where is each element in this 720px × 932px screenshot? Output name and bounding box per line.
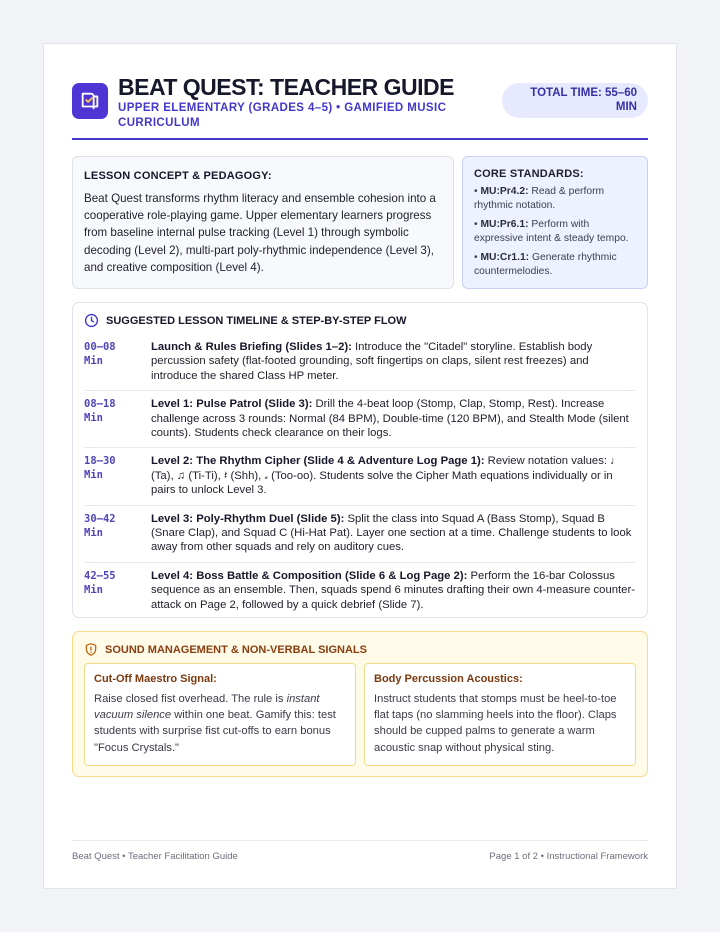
step-time: 18–30 Min (84, 455, 116, 482)
standard-code: MU:Pr6.1: (480, 219, 529, 230)
lesson-concept-heading: LESSON CONCEPT & PEDAGOGY: (84, 170, 272, 182)
timeline-header (84, 313, 636, 328)
lesson-concept-body: Beat Quest transforms rhythm literacy and ensemble cohesion into a cooperative role-playing game. Upper elementary learners progress from baseline internal pulse tracking (Level 1) through symbolic decoding (Level 2), multi-part poly-rhythmic independence (Level 3), and creative composition (Level 4). (84, 192, 436, 274)
shield-alert-icon (84, 642, 98, 657)
page-title: BEAT QUEST: TEACHER GUIDE (118, 74, 454, 100)
standard-code: MU:Pr4.2: (480, 186, 529, 197)
sound-management-header (84, 642, 636, 657)
step-text: Review notation values: ♩ (Ta), ♫ (Ti-Ti), 𝄽 (Shh), 𝅗 (Too-oo). Students solve the Cipher Math equations individually or in pairs to unlock Level 3. (151, 455, 622, 497)
overview-row (72, 156, 648, 289)
step-time: 42–55 Min (84, 569, 116, 596)
standard-item: • MU:Pr4.2: Read & perform rhythmic notation. (474, 186, 605, 211)
standard-text: Read & perform rhythmic notation. (474, 186, 605, 211)
timeline-step (84, 334, 636, 391)
lesson-timeline-panel (72, 302, 648, 618)
acoustics-card (364, 663, 636, 766)
standard-item: • MU:Pr6.1: Perform with expressive intent & steady tempo. (474, 219, 629, 244)
total-time-badge (502, 83, 648, 118)
step-title: Level 2: The Rhythm Cipher (Slide 4 & Adventure Log Page 1): (151, 455, 485, 468)
step-title: Level 1: Pulse Patrol (Slide 3): (151, 398, 313, 411)
step-text: Drill the 4-beat loop (Stomp, Clap, Stomp, Rest). Increase challenge across 3 rounds: Normal (84 BPM), Double-time (120 BPM), and Stealth Mode (silent counts). Students check clearance on their logs. (151, 398, 629, 440)
timeline-steps (84, 334, 636, 619)
step-text: Introduce the "Citadel" storyline. Establish body percussion safety (flat-footed grounding, soft fingertips on claps, silent rest freezes) and introduce the shared Class HP meter. (151, 341, 593, 382)
step-time: 08–18 Min (84, 398, 116, 425)
step-description (151, 340, 636, 383)
core-standards-heading: CORE STANDARDS: (474, 168, 584, 180)
timeline-heading: SUGGESTED LESSON TIMELINE & STEP-BY-STEP FLOW (106, 314, 407, 327)
standard-item: • MU:Cr1.1: Generate rhythmic countermelodies. (474, 252, 617, 277)
cutoff-signal-body: Raise closed fist overhead. The rule is instant vacuum silence within one beat. Gamify this: test students with surprise fist cut-offs to earn bonus "Focus Crystals." (94, 693, 336, 754)
footer-left: Beat Quest • Teacher Facilitation Guide (72, 851, 238, 862)
step-description (151, 512, 636, 555)
step-time: 30–42 Min (84, 512, 116, 539)
clock-icon (84, 313, 99, 328)
standard-code: MU:Cr1.1: (480, 252, 530, 263)
footer-right: Page 1 of 2 • Instructional Framework (489, 851, 648, 862)
page-header (72, 74, 648, 140)
page-content (72, 74, 648, 754)
signal-cards (84, 663, 636, 766)
total-time-line2: MIN (615, 101, 637, 113)
acoustics-title: Body Percussion Acoustics: (374, 673, 523, 685)
step-description (151, 454, 636, 497)
timeline-step (84, 448, 636, 505)
document-page (43, 43, 677, 889)
step-text: Perform the 16-bar Colossus sequence as an ensemble. Then, squads spend 6 minutes drafting their own 4-measure counter-attack on Page 2, followed by a quick debrief (Slide 7). (151, 569, 635, 611)
standard-text: Perform with expressive intent & steady tempo. (474, 219, 629, 244)
step-title: Level 4: Boss Battle & Composition (Slide 6 & Log Page 2): (151, 569, 468, 582)
book-check-icon (72, 83, 108, 119)
total-time-line1: TOTAL TIME: 55–60 (530, 87, 637, 99)
page-footer (72, 840, 648, 860)
step-description (151, 569, 636, 612)
sound-management-heading: SOUND MANAGEMENT & NON-VERBAL SIGNALS (105, 643, 367, 656)
step-description (151, 397, 636, 440)
timeline-step (84, 391, 636, 448)
step-time: 00–08 Min (84, 341, 116, 367)
step-title: Level 3: Poly-Rhythm Duel (Slide 5): (151, 512, 345, 525)
step-text: Split the class into Squad A (Bass Stomp), Squad B (Snare Clap), and Squad C (Hi-Hat Pat). Layer one section at a time. Challenge students to look away from other squads and rely on auditory cues. (151, 512, 632, 554)
step-title: Launch & Rules Briefing (Slides 1–2): (151, 341, 352, 353)
page-subtitle: UPPER ELEMENTARY (GRADES 4–5) • GAMIFIED MUSIC CURRICULUM (118, 102, 447, 129)
sound-management-panel (72, 631, 648, 777)
core-standards-panel (462, 156, 648, 289)
timeline-step (84, 506, 636, 563)
cutoff-signal-card (84, 663, 356, 766)
lesson-concept-panel (72, 156, 454, 289)
acoustics-body: Instruct students that stomps must be heel-to-toe flat taps (no slamming heels into the floor). Claps should be cupped palms to generate a warm acoustic snap without physical sting. (374, 693, 617, 754)
timeline-step (84, 563, 636, 619)
cutoff-signal-title: Cut-Off Maestro Signal: (94, 673, 217, 685)
standard-text: Generate rhythmic countermelodies. (474, 252, 617, 277)
